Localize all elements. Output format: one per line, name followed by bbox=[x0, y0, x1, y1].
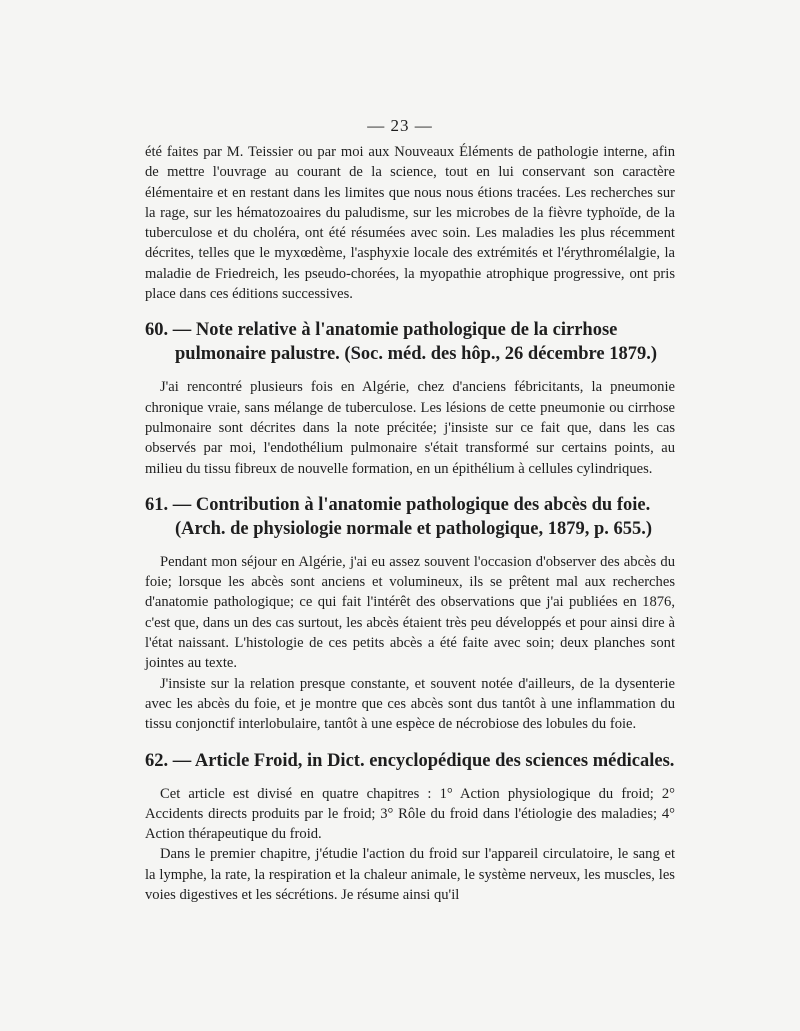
section-heading bbox=[145, 493, 675, 541]
page-body bbox=[145, 142, 675, 905]
section-heading bbox=[145, 749, 675, 773]
heading-line-2: (Arch. de physiologie normale et pathologique, 1879, p. 655.) bbox=[175, 518, 653, 539]
heading-line-2: pulmonaire palustre. (Soc. méd. des hôp., 26 décembre 1879.) bbox=[175, 344, 658, 365]
section-paragraph: Cet article est divisé en quatre chapitres : 1° Action physiologique du froid; 2° Accidents directs produits par le froid; 3° Rôle du froid dans l'étiologie des maladies; 4° Action thérapeutique du froid. bbox=[145, 785, 675, 843]
page-number: — 23 — bbox=[367, 116, 433, 135]
heading-line-1: 62. — Article Froid, in Dict. encyclopédique des sciences médicales. bbox=[145, 750, 675, 771]
section-paragraph: Dans le premier chapitre, j'étudie l'action du froid sur l'appareil circulatoire, le sang et la lymphe, la rate, la respiration et la chaleur animale, le système nerveux, les muscles, les voies digestives et les sécrétions. Je résume ainsi qu'il bbox=[145, 846, 675, 904]
section-paragraph: J'insiste sur la relation presque constante, et souvent notée d'ailleurs, de la dysenterie avec les abcès du foie, et je montre que ces abcès sont dus tantôt à une inflammation du tissu conjonctif interlobulaire, tantôt à une espèce de nécrobiose des lobules du foie. bbox=[145, 675, 675, 733]
section-heading bbox=[145, 318, 675, 366]
intro-paragraph: été faites par M. Teissier ou par moi aux Nouveaux Éléments de pathologie interne, afin de mettre l'ouvrage au courant de la science, tout en lui conservant son caractère élémentaire et en restant dans les limites que nous nous étions tracées. Les recherches sur la rage, sur les hématozoaires du paludisme, sur les microbes de la fièvre typhoïde, de la tuberculose et du choléra, ont été résumées avec soin. Les maladies les plus récemment décrites, telles que le myxœdème, l'asphyxie locale des extrémités et l'érythromélalgie, la maladie de Friedreich, les pseudo-chorées, la myopathie atrophique progressive, ont pris place dans ces éditions successives. bbox=[145, 144, 675, 303]
heading-line-1: 61. — Contribution à l'anatomie pathologique des abcès du foie. bbox=[145, 494, 651, 515]
section-61 bbox=[145, 493, 675, 735]
section-paragraph: J'ai rencontré plusieurs fois en Algérie, chez d'anciens fébricitants, la pneumonie chronique vraie, sans mélange de tuberculose. Les lésions de cette pneumonie ou cirrhose pulmonaire sont décrites dans la note précitée; j'insiste sur ce fait que, dans les cas observés par moi, l'endothélium pulmonaire s'était transformé sur certains points, au milieu du tissu fibreux de nouvelle formation, en un épithélium à cellules cylindriques. bbox=[145, 379, 675, 477]
section-paragraph: Pendant mon séjour en Algérie, j'ai eu assez souvent l'occasion d'observer des abcès du foie; lorsque les abcès sont anciens et volumineux, ils se prêtent mal aux recherches d'anatomie pathologique; ce qui fait l'intérêt des observations que j'ai publiées en 1876, c'est que, dans un des cas surtout, les abcès étaient très peu développés et pour ainsi dire à l'état naissant. L'histologie de ces petits abcès a été faite avec soin; deux planches sont jointes au texte. bbox=[145, 553, 675, 672]
section-60 bbox=[145, 318, 675, 478]
section-62 bbox=[145, 749, 675, 906]
heading-line-1: 60. — Note relative à l'anatomie pathologique de la cirrhose bbox=[145, 320, 618, 341]
